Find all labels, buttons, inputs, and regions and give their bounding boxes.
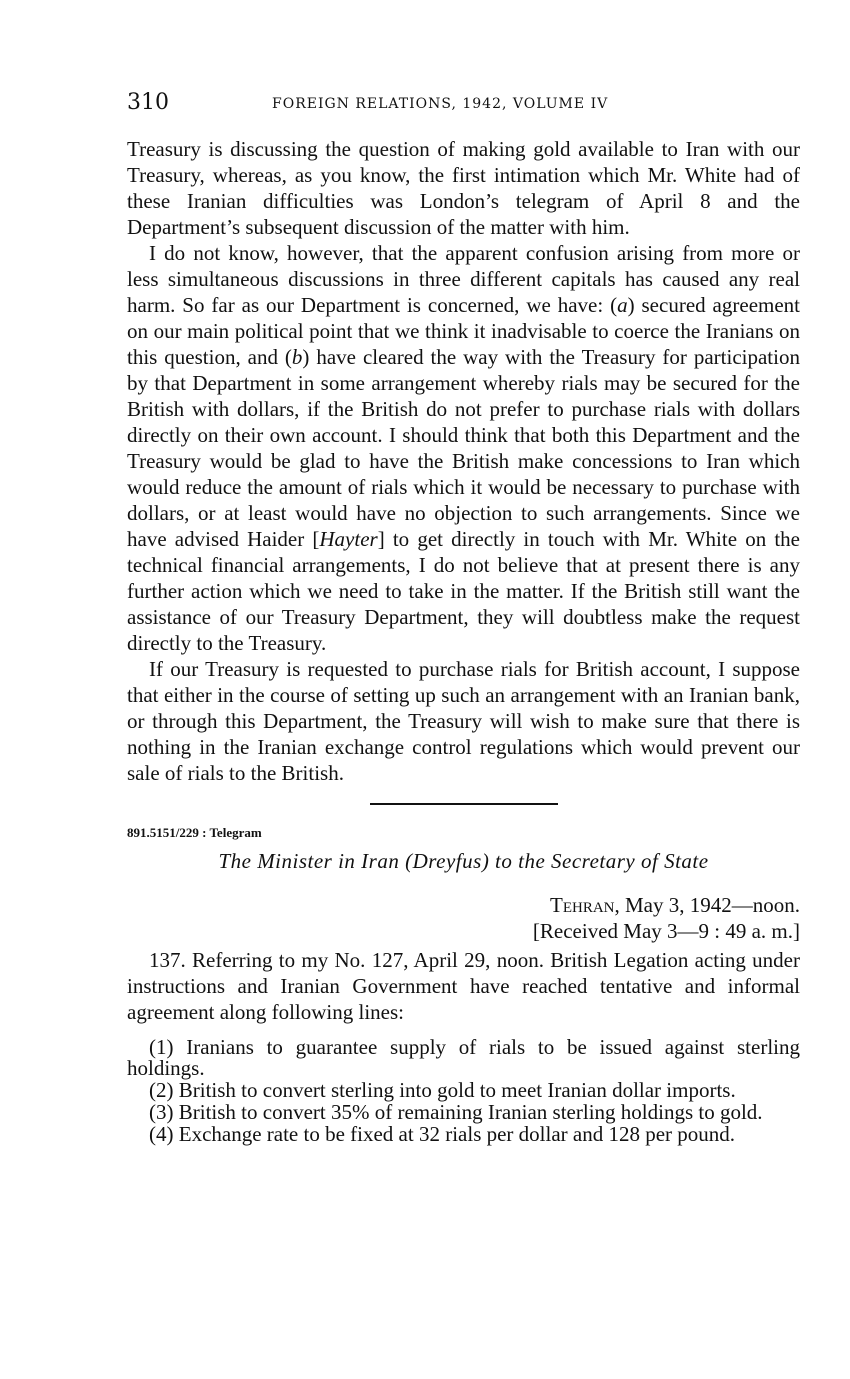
item-letter-a: a [617,293,628,317]
document-title-name: Dreyfus [412,849,482,873]
page-header [127,90,800,122]
agreement-list [127,1037,800,1145]
memo-paragraph-2-text-e: ) have cleared the way with the Treasury for participation by that Department in some arrangement whereby rials may be secured for the British with dollars, if the British do not prefer to purchase rials with dollars directly on their own account. I should think that both this Department and the Treasury would be glad to have the British make concessions to Iran which would reduce the amount of rials which it would be necessary to purchase with dollars, or at least would have no objection to such arrangements. Since we have advised Haider [ [127,345,800,551]
dateline-sent [127,892,800,918]
list-item: (2) British to convert sterling into gold to meet Iranian dollar imports. [149,1078,736,1102]
document-page [127,90,800,1146]
corrected-name-hayter: Hayter [319,527,378,551]
dateline [127,892,800,944]
telegram-body: 137. Referring to my No. 127, April 29, noon. British Legation acting under instructions and Iranian Government have reached tentative and informal agreement along following lines: [127,948,800,1024]
document-title-b: ) to the Secretary of State [481,849,709,873]
running-head: FOREIGN RELATIONS, 1942, VOLUME IV [272,96,609,112]
section-divider [370,803,558,805]
list-item: (1) Iranians to guarantee supply of rials to be issued against sterling holdings. [127,1035,800,1080]
memo-paragraph-2-text-a: I do not know, however, that the apparent confusion arising from more or less simultaneous discussions in three different capitals has caused any real harm. So far as our Department is concerned, we have: ( [127,241,800,317]
list-item: (4) Exchange rate to be fixed at 32 rials per dollar and 128 per pound. [149,1122,736,1146]
memo-paragraph-2 [127,240,800,656]
dateline-place: Tehran [550,893,615,917]
page-number: 310 [127,90,169,115]
document-title-a: The Minister in Iran ( [218,849,413,873]
document-title [127,849,800,874]
memo-paragraph-2-text-c: ) secured agreement on our main political point that we think it inadvisable to coerce the Iranians on this question, and ( [127,293,800,369]
list-item: (3) British to convert 35% of remaining Iranian sterling holdings to gold. [149,1100,763,1124]
memo-paragraph-2-text-g: ] to get directly in touch with Mr. White on the technical financial arrangements, I do not believe that at present there is any further action which we need to take in the matter. If the British still want the assistance of our Treasury Department, they will doubtless make the request directly to the Treasury. [127,527,800,655]
dateline-date: , May 3, 1942—noon. [614,893,800,917]
file-number: 891.5151/229 : Telegram [127,825,262,840]
dateline-received: [Received May 3—9 : 49 a. m.] [532,919,800,943]
memo-paragraph-1: Treasury is discussing the question of making gold available to Iran with our Treasury, whereas, as you know, the first intimation which Mr. White had of these Iranian difficulties was London’s telegram of April 8 and the Department’s subsequent discussion of the matter with him. [127,137,800,239]
item-letter-b: b [291,345,303,369]
memo-paragraph-3: If our Treasury is requested to purchase rials for British account, I suppose that either in the course of setting up such an arrangement with an Iranian bank, or through this Department, the Treasury will wish to make sure that there is nothing in the Iranian exchange control regulations which would prevent our sale of rials to the British. [127,657,800,785]
